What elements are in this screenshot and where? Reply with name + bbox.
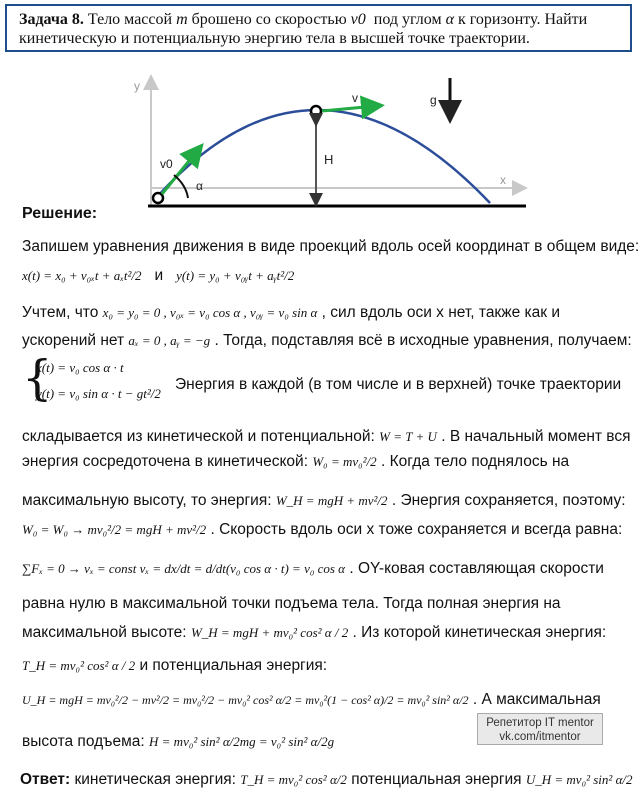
top-energy-formula: W_H = mgH + mv²/2	[275, 493, 388, 508]
v0-label: v0	[160, 157, 173, 171]
p9-text-b: . OY-ковая составляющая скорости	[349, 560, 604, 577]
stamp-line1: Репетитор IT mentor	[486, 717, 594, 729]
acceleration-formula: aₓ = 0 , aᵧ = −g	[128, 333, 211, 348]
answer-row	[20, 770, 633, 790]
system-y: y(t) = v₀ sin α · t − gt²/2	[36, 386, 161, 401]
p3-text-b: . Тогда, подставляя всё в исходные уравнения, получаем:	[214, 332, 632, 349]
horizontal-velocity-formula: ∑Fₓ = 0 → vₓ = const vₓ = dx/dt = d/dt(v₀ cos α · t) = v₀ cos α	[22, 561, 346, 576]
max-height-formula: H = mv₀² sin² α/2mg = v₀² sin² α/2g	[149, 734, 335, 749]
ball-top	[311, 106, 321, 116]
height-label: H	[324, 152, 334, 167]
paragraph-7	[22, 491, 629, 511]
equation-y-general: y(t) = y₀ + v₀ᵧt + aᵧt²/2	[176, 268, 295, 283]
kinetic-energy-formula: T_H = mv₀² cos² α / 2	[22, 658, 136, 673]
paragraph-6	[22, 452, 629, 472]
gravity-label: g	[430, 93, 437, 107]
system-brace: {	[22, 350, 53, 406]
ball-start	[153, 193, 163, 203]
p7-text-a: максимальную высоту, то энергия:	[22, 492, 272, 509]
paragraph-13	[22, 690, 629, 710]
solution-heading: Решение:	[22, 205, 98, 222]
initial-energy-formula: W₀ = mv₀²/2	[312, 454, 377, 469]
system-x: x(t) = v₀ cos α · t	[36, 360, 124, 375]
equation-x-general: x(t) = x₀ + v₀ₓt + aₓt²/2	[22, 268, 142, 283]
paragraph-2	[22, 303, 629, 323]
initial-conditions-formula: x₀ = y₀ = 0 , v₀ₓ = v₀ cos α , v₀ᵧ = v₀ sin α	[102, 305, 318, 320]
p2-text-b: , сил вдоль оси х нет, также как и	[321, 304, 560, 321]
paragraph-10: равна нулю в максимальной точки подъема тела. Тогда полная энергия на	[22, 595, 561, 612]
problem-text-part2: брошено со скоростью	[191, 11, 347, 28]
answer-text-b: потенциальная энергия	[351, 771, 522, 788]
problem-statement-box	[5, 4, 632, 52]
y-axis-label: y	[134, 79, 140, 93]
motion-system	[22, 350, 172, 412]
energy-sum-formula: W = T + U	[379, 429, 437, 444]
watermark-stamp	[477, 713, 603, 745]
top-total-energy-formula: W_H = mgH + mv₀² cos² α / 2	[190, 625, 349, 640]
v-vector	[322, 106, 376, 111]
answer-text-a: кинетическая энергия:	[74, 771, 236, 788]
p14-text-a: высота подъема:	[22, 733, 145, 750]
problem-text-part1: Тело массой	[87, 11, 173, 28]
and-word: и	[154, 267, 164, 284]
trajectory-diagram	[134, 70, 540, 215]
problem-number: Задача 8.	[19, 11, 84, 28]
paragraph-1: Запишем уравнения движения в виде проекций вдоль осей координат в общем виде:	[22, 238, 640, 255]
angle-symbol: α	[445, 11, 454, 28]
p8-text-b: . Скорость вдоль оси х тоже сохраняется и всегда равна:	[210, 521, 623, 538]
solution-heading-row	[22, 204, 629, 224]
answer-kinetic-formula: T_H = mv₀² cos² α/2	[240, 772, 347, 787]
p11-text-b: . Из которой кинетическая энергия:	[352, 624, 607, 641]
p5-text-b: . В начальный момент вся	[441, 428, 631, 445]
p2-text-a: Учтем, что	[22, 304, 99, 321]
p5-text-a: складывается из кинетической и потенциальной:	[22, 428, 375, 445]
p7-text-b: . Энергия сохраняется, поэтому:	[391, 492, 626, 509]
problem-text-part3: под углом	[373, 11, 442, 28]
p6-text-b: . Когда тело поднялось на	[380, 453, 570, 470]
paragraph-4: Энергия в каждой (в том числе и в верхней) точке траектории	[175, 376, 622, 393]
speed-symbol: v0	[350, 11, 366, 28]
paragraph-8	[22, 520, 629, 540]
paragraph-5	[22, 427, 629, 447]
v-label: v	[352, 91, 358, 105]
p13-text-b: . А максимальная	[472, 691, 601, 708]
paragraph-3	[22, 331, 632, 351]
conservation-formula: W₀ = W₀ → mv₀²/2 = mgH + mv²/2	[22, 522, 207, 537]
paragraph-9	[22, 559, 629, 579]
angle-label: α	[196, 179, 203, 193]
paragraph-11	[22, 623, 629, 643]
answer-potential-formula: U_H = mv₀² sin² α/2	[525, 772, 633, 787]
paragraph-12	[22, 656, 629, 676]
problem-text-part4: к горизонту. Найти	[457, 11, 588, 28]
stamp-line2: vk.com/itmentor	[499, 731, 581, 743]
p11-text-a: максимальной высоте:	[22, 624, 187, 641]
p3-text-a: ускорений нет	[22, 332, 125, 349]
p12-text-b: и потенциальная энергия:	[139, 657, 328, 674]
x-axis-label: x	[500, 173, 506, 187]
p6-text-a: энергия сосредоточена в кинетической:	[22, 453, 309, 470]
answer-label: Ответ:	[20, 771, 71, 788]
mass-symbol: m	[176, 11, 188, 28]
problem-text-line2: кинетическую и потенциальную энергию тела в высшей точке траектории.	[19, 30, 530, 47]
potential-energy-formula: U_H = mgH = mv₀²/2 − mv²/2 = mv₀²/2 − mv₀² cos² α/2 = mv₀²(1 − cos² α)/2 = mv₀² sin² α/2	[22, 693, 469, 707]
equations-general-row	[22, 266, 629, 286]
